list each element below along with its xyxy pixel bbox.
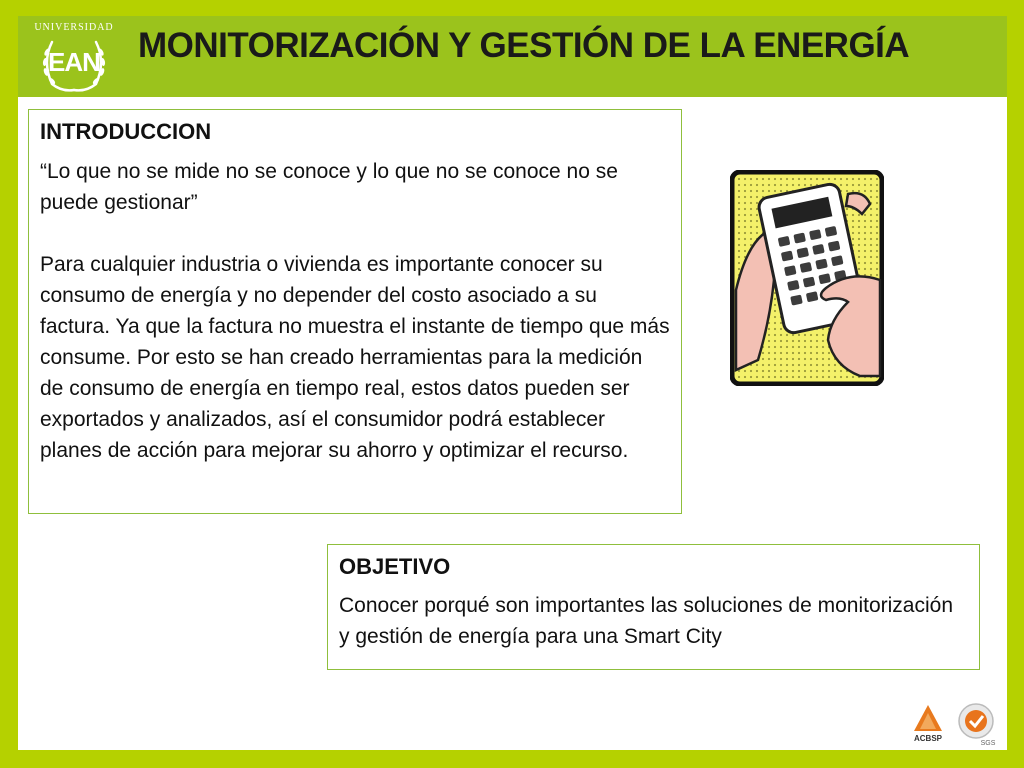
intro-box bbox=[28, 109, 682, 514]
objetivo-body: Conocer porqué son importantes las soluciones de monitorización y gestión de energía para una Smart City bbox=[339, 594, 954, 648]
logo-ean-text: EAN bbox=[48, 47, 100, 77]
sgs-label: SGS bbox=[980, 740, 996, 747]
intro-quote: “Lo que no se mide no se conoce y lo que no se conoce no se puede gestionar” bbox=[40, 160, 618, 214]
acbsp-badge-icon bbox=[914, 705, 943, 743]
slide bbox=[18, 16, 1007, 750]
sgs-badge-icon bbox=[959, 704, 996, 747]
intro-body: Para cualquier industria o vivienda es importante conocer su consumo de energía y no depender del costo asociado a su factura. Ya que la factura no muestra el instante de tiempo que más consume. Por esto se han creado herramientas para la medición de consumo de energía en tiempo real, estos datos pueden ser exportados y analizados, así el consumidor podrá establecer planes de acción para mejorar su ahorro y optimizar el recurso. bbox=[40, 253, 670, 462]
acbsp-label: ACBSP bbox=[913, 734, 943, 743]
objetivo-box bbox=[327, 544, 980, 670]
calculator-hands-icon bbox=[730, 170, 884, 386]
page-title: MONITORIZACIÓN Y GESTIÓN DE LA ENERGÍA bbox=[138, 26, 910, 65]
logo-university-text: UNIVERSIDAD bbox=[34, 22, 114, 33]
title-band bbox=[18, 16, 1007, 97]
university-logo bbox=[26, 20, 122, 94]
intro-heading: INTRODUCCION bbox=[40, 119, 212, 144]
accreditation-badges bbox=[910, 701, 1002, 749]
objetivo-heading: OBJETIVO bbox=[339, 554, 451, 579]
